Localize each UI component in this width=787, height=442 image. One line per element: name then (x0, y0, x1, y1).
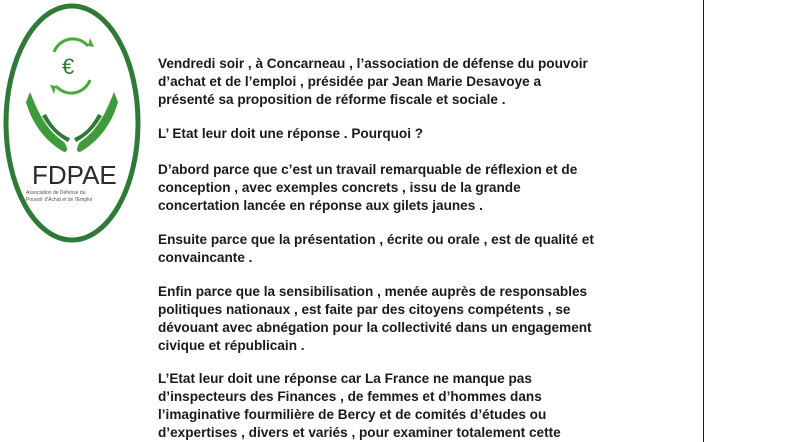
paragraph (158, 283, 698, 355)
text-line: d’expertises , divers et variés , pour examiner totalement cette (158, 425, 561, 440)
page-edge-line (703, 0, 704, 442)
logo-graphic (2, 2, 142, 244)
text-line: présenté sa proposition de réforme fiscale et sociale . (158, 92, 506, 107)
logo-subtitle-line: Pouvoir d'Achat et de l'Emploi (26, 197, 93, 203)
paragraph (158, 231, 698, 267)
paragraph (158, 161, 698, 215)
paragraph (158, 370, 698, 442)
text-line: L’Etat leur doit une réponse car La France ne manque pas (158, 371, 532, 386)
text-line: D’abord parce que c’est un travail remarquable de réflexion et de (158, 162, 578, 177)
paragraph (158, 55, 698, 109)
paragraph (158, 125, 698, 143)
text-line: politiques nationaux , est faite par des citoyens compétents , se (158, 302, 571, 317)
text-line: conception , avec exemples concrets , issu de la grande (158, 180, 521, 195)
text-line: Vendredi soir , à Concarneau , l’association de défense du pouvoir (158, 56, 588, 71)
euro-icon: € (62, 54, 75, 79)
text-line: civique et républicain . (158, 338, 305, 353)
text-line: l’imaginative fourmilière de Bercy et de comités d’études ou (158, 407, 547, 422)
text-line: d’inspecteurs des Finances , de femmes et d’hommes dans (158, 389, 542, 404)
fdpae-logo (2, 2, 142, 244)
text-line: convaincante . (158, 250, 253, 265)
text-line: dévouant avec abnégation pour la collectivité dans un engagement (158, 320, 592, 335)
text-line: Enfin parce que la sensibilisation , menée auprès de responsables (158, 284, 588, 299)
logo-title: FDPAE (32, 160, 117, 190)
logo-subtitle-line: Association de Défense du (26, 190, 86, 196)
logo-subtitle (26, 190, 122, 204)
text-line: L’ Etat leur doit une réponse . Pourquoi ? (158, 126, 424, 141)
text-line: d’achat et de l’emploi , présidée par Jean Marie Desavoye a (158, 74, 542, 89)
text-line: Ensuite parce que la présentation , écrite ou orale , est de qualité et (158, 232, 594, 247)
text-line: concertation lancée en réponse aux gilets jaunes . (158, 198, 483, 213)
